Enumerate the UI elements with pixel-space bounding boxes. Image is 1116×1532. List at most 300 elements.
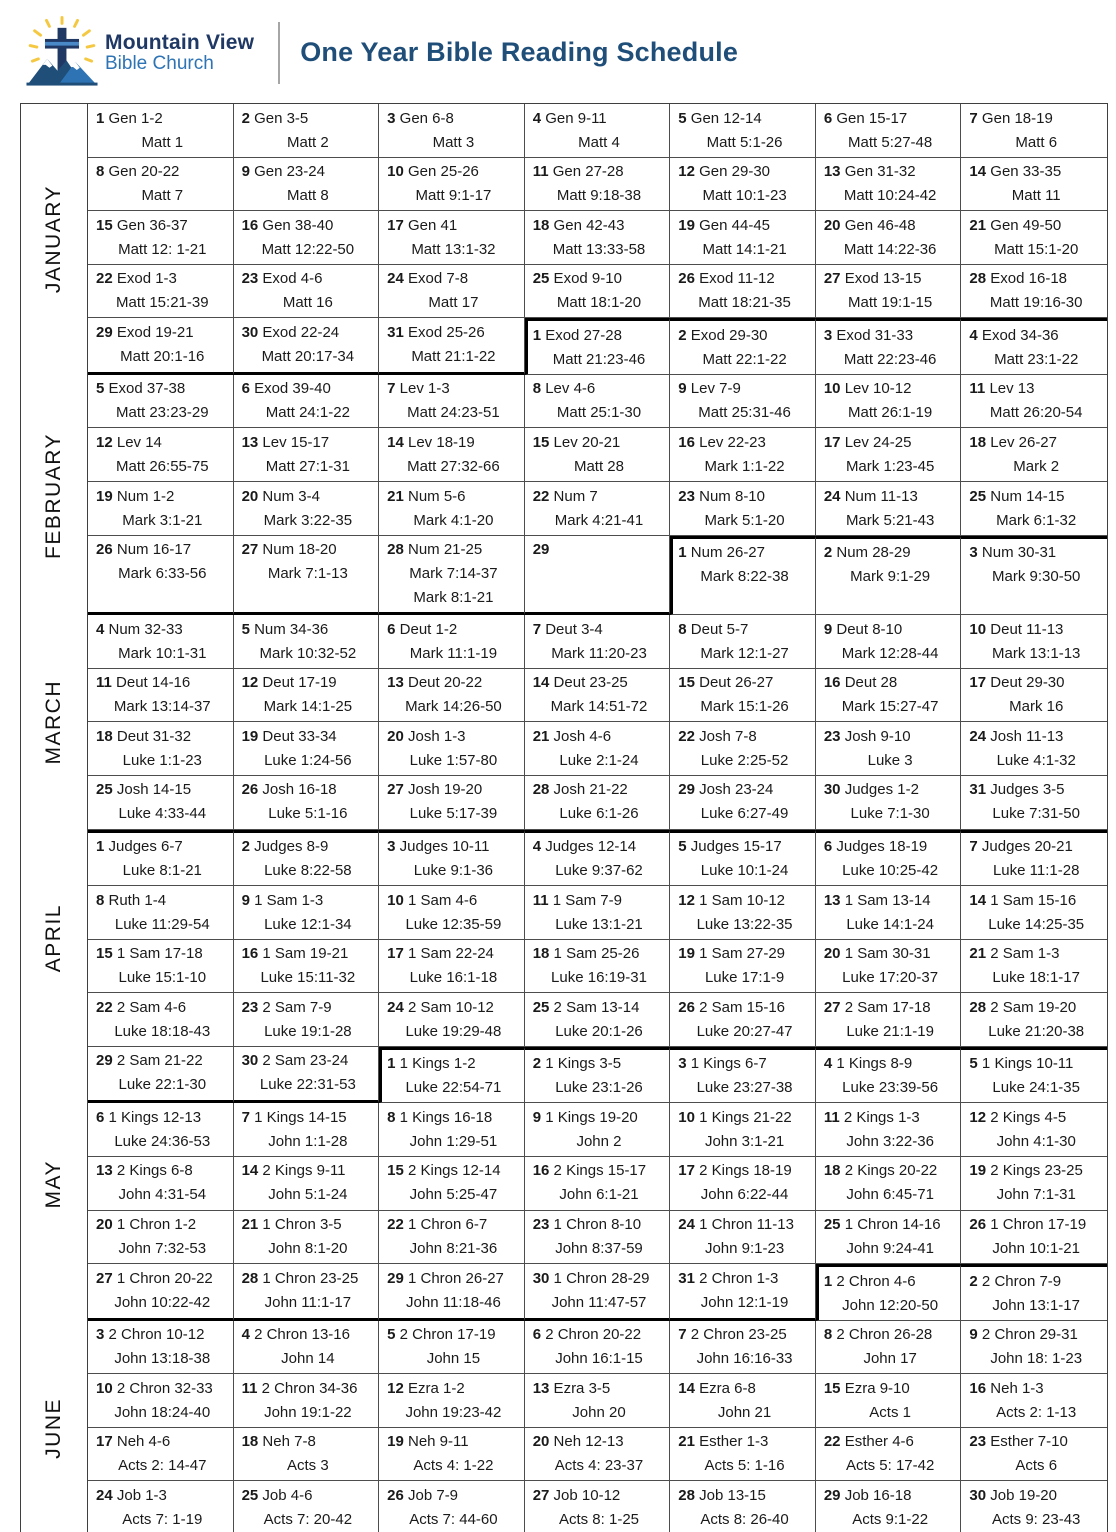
- nt-reading: John 7:32-53: [118, 1240, 207, 1257]
- nt-reading: John 6:45-71: [846, 1186, 934, 1204]
- ot-reading: Gen 23-24: [249, 163, 325, 181]
- day-cell: [961, 830, 1107, 887]
- day-number: 7: [678, 1326, 687, 1344]
- nt-reading: Luke 6:1-26: [559, 805, 639, 823]
- day-number: 24: [678, 1216, 695, 1233]
- nt-reading: John 1:1-28: [268, 1132, 348, 1150]
- nt-reading: Mark 16: [1009, 698, 1064, 716]
- day-number: 7: [387, 380, 396, 398]
- ot-reading: Num 1-2: [112, 487, 175, 505]
- day-number: 21: [969, 945, 987, 963]
- ot-reading: Exod 22-24: [258, 323, 340, 341]
- nt-reading: Mark 13:14-37: [113, 698, 211, 716]
- nt-reading: Luke 2:25-52: [700, 751, 789, 769]
- church-name-sub: Bible Church: [105, 52, 214, 74]
- schedule-row: [88, 428, 1107, 482]
- day-cell: [88, 104, 234, 158]
- ot-reading: 1 Kings 3-5: [541, 1055, 622, 1073]
- day-cell: [670, 428, 816, 482]
- day-cell: [816, 536, 962, 616]
- day-number: 30: [241, 1052, 259, 1070]
- day-cell: [234, 265, 380, 319]
- ot-reading: Num 21-25: [403, 541, 483, 559]
- ot-reading: 2 Chron 1-3: [694, 1269, 779, 1287]
- ot-reading: Judges 10-11: [395, 838, 490, 856]
- schedule-row: [88, 1374, 1107, 1428]
- day-cell: [816, 318, 962, 375]
- day-cell: [525, 722, 671, 776]
- day-cell: [670, 615, 816, 669]
- ot-reading: Num 32-33: [104, 620, 183, 638]
- ot-reading: 2 Sam 7-9: [258, 998, 332, 1016]
- day-cell: [525, 669, 671, 723]
- ot-reading: Gen 20-22: [104, 163, 180, 181]
- day-cell: [525, 1264, 671, 1321]
- day-cell: [816, 1211, 962, 1265]
- day-cell: [379, 669, 525, 723]
- day-number: 15: [387, 1162, 404, 1180]
- day-cell: [961, 375, 1107, 429]
- nt-reading: John 8:21-36: [409, 1240, 498, 1257]
- nt-reading: Mark 4:21-41: [554, 511, 644, 529]
- ot-reading: Num 30-31: [977, 544, 1057, 562]
- day-cell: [234, 1374, 380, 1428]
- month-label-january: JANUARY: [42, 185, 65, 294]
- ot-reading: Gen 41: [403, 216, 458, 234]
- day-number: 27: [241, 541, 259, 559]
- day-number: 8: [823, 1326, 833, 1344]
- nt-reading: John 7:1-31: [996, 1186, 1076, 1204]
- schedule-row: [88, 615, 1107, 669]
- ot-reading: 2 Chron 29-31: [977, 1326, 1078, 1344]
- day-number: 22: [823, 1433, 841, 1451]
- nt-reading: Acts 8: 26-40: [700, 1510, 789, 1528]
- day-number: 1: [387, 1055, 396, 1073]
- nt-reading: Mark 7:1-13: [267, 565, 348, 583]
- nt-reading: Matt 11: [1011, 187, 1061, 205]
- day-number: 10: [387, 163, 404, 181]
- ot-reading: Gen 29-30: [694, 163, 771, 181]
- nt-reading: John 18:24-40: [114, 1403, 211, 1421]
- nt-reading: Luke 11:1-28: [992, 862, 1080, 880]
- month-label-april: APRIL: [42, 904, 65, 973]
- day-number: 2: [532, 1055, 542, 1073]
- ot-reading: 1 Sam 15-16: [986, 891, 1077, 909]
- nt-reading: John 6:1-21: [559, 1186, 639, 1204]
- day-number: 3: [387, 838, 396, 856]
- nt-reading: John 10:1-21: [992, 1240, 1080, 1257]
- day-number: 11: [96, 674, 112, 692]
- nt-reading: Mark 10:1-31: [118, 644, 207, 662]
- ot-reading: 2 Kings 4-5: [986, 1108, 1067, 1126]
- day-number: 14: [532, 674, 550, 692]
- day-number: 24: [969, 727, 987, 745]
- day-cell: [88, 1264, 234, 1321]
- day-number: 16: [241, 216, 259, 234]
- day-number: 20: [532, 1433, 550, 1451]
- day-number: 18: [532, 216, 550, 234]
- ot-reading: 2 Chron 7-9: [977, 1272, 1062, 1290]
- day-number: 30: [823, 781, 841, 799]
- schedule-row: [88, 211, 1107, 265]
- ot-reading: Gen 9-11: [541, 109, 607, 127]
- ot-reading: Deut 28: [840, 674, 898, 692]
- day-cell: [88, 776, 234, 830]
- ot-reading: Neh 9-11: [403, 1433, 469, 1451]
- nt-reading: Matt 20:17-34: [261, 347, 355, 365]
- day-number: 1: [96, 109, 105, 127]
- day-number: 5: [969, 1055, 978, 1073]
- page-title: One Year Bible Reading Schedule: [300, 37, 739, 67]
- day-number: 14: [678, 1379, 695, 1397]
- ot-reading: Gen 6-8: [395, 109, 454, 127]
- day-number: 8: [532, 380, 542, 398]
- day-cell: [525, 1374, 671, 1428]
- nt-reading: Matt 26:20-54: [989, 404, 1083, 422]
- day-number: 25: [532, 270, 550, 288]
- nt-reading: Matt 26:55-75: [116, 457, 209, 475]
- day-number: 19: [241, 727, 259, 745]
- ot-reading: 1 Chron 3-5: [258, 1216, 342, 1233]
- nt-reading: Acts 2: 1-13: [996, 1403, 1077, 1421]
- ot-reading: Num 28-29: [832, 544, 911, 562]
- nt-reading: John 4:1-30: [996, 1132, 1076, 1150]
- day-number: 20: [96, 1216, 113, 1233]
- day-cell: [961, 1264, 1107, 1321]
- nt-reading: John 11:47-57: [551, 1293, 647, 1311]
- day-cell: [525, 428, 671, 482]
- day-number: 11: [969, 380, 986, 398]
- nt-reading: Luke 14:1-24: [846, 915, 934, 933]
- day-cell: [234, 428, 380, 482]
- day-number: 8: [387, 1108, 396, 1126]
- nt-reading: John 17: [863, 1350, 917, 1368]
- day-cell: [234, 722, 380, 776]
- ot-reading: Exod 31-33: [832, 326, 914, 344]
- day-number: 27: [96, 1269, 113, 1287]
- day-cell: [88, 158, 234, 212]
- day-cell: [816, 886, 962, 940]
- ot-reading: Lev 4-6: [541, 380, 596, 398]
- day-cell: [234, 104, 380, 158]
- nt-reading: Mark 4:1-20: [413, 511, 494, 529]
- day-cell: [670, 886, 816, 940]
- nt-reading: John 2: [576, 1132, 622, 1150]
- ot-reading: 1 Chron 11-13: [694, 1216, 794, 1233]
- schedule-grid: [88, 104, 1107, 1532]
- day-number: 3: [96, 1326, 105, 1344]
- day-number: 20: [241, 487, 259, 505]
- day-number: 13: [96, 1162, 113, 1180]
- schedule-row: [88, 1481, 1107, 1532]
- day-cell: [525, 1103, 671, 1157]
- nt-reading: Mark 15:27-47: [841, 698, 939, 716]
- nt-reading: Matt 4: [578, 133, 620, 151]
- ot-reading: 2 Chron 20-22: [541, 1326, 642, 1344]
- nt-reading: Matt 22:23-46: [843, 350, 937, 368]
- nt-reading: Matt 28: [573, 457, 624, 475]
- day-number: 1: [678, 544, 687, 562]
- day-number: 17: [387, 945, 404, 963]
- day-cell: [816, 940, 962, 994]
- ot-reading: 2 Sam 17-18: [840, 998, 931, 1016]
- ot-reading: 1 Chron 23-25: [258, 1269, 359, 1287]
- nt-reading: Luke 17:1-9: [704, 969, 785, 987]
- day-cell: [88, 669, 234, 723]
- ot-reading: Judges 18-19: [832, 838, 928, 856]
- day-number: 24: [823, 487, 841, 505]
- ot-reading: Lev 22-23: [694, 433, 766, 451]
- day-number: 17: [823, 433, 841, 451]
- day-number: 21: [532, 727, 550, 745]
- day-cell: [234, 615, 380, 669]
- schedule-row: [88, 104, 1107, 158]
- ot-reading: 1 Sam 22-24: [403, 945, 494, 963]
- day-number: 29: [96, 323, 113, 341]
- nt-reading: John 18: 1-23: [990, 1350, 1083, 1368]
- ot-reading: 1 Chron 14-16: [840, 1216, 941, 1233]
- day-cell: [525, 1428, 671, 1482]
- nt-reading: Matt 15:1-20: [994, 240, 1079, 258]
- day-cell: [961, 1211, 1107, 1265]
- day-cell: [88, 1157, 234, 1211]
- ot-reading: Lev 18-19: [403, 433, 475, 451]
- nt-reading: Mark 1:23-45: [845, 457, 935, 475]
- day-cell: [379, 1211, 525, 1265]
- day-number: 16: [823, 674, 841, 692]
- ot-reading: 1 Sam 4-6: [403, 891, 478, 909]
- nt-reading: Luke 2:1-24: [559, 751, 639, 769]
- nt-reading: Acts 7: 1-19: [122, 1510, 203, 1528]
- ot-reading: Num 11-13: [840, 487, 918, 505]
- nt-reading: John 3:1-21: [704, 1132, 785, 1150]
- day-number: 2: [678, 326, 687, 344]
- ot-reading: 2 Sam 15-16: [694, 998, 786, 1016]
- day-cell: [816, 722, 962, 776]
- nt-reading: Luke 3: [867, 751, 913, 769]
- day-number: 9: [241, 163, 250, 181]
- month-label-february: FEBRUARY: [42, 432, 65, 559]
- ot-reading: Judges 15-17: [686, 838, 782, 856]
- day-number: 9: [678, 380, 687, 398]
- schedule-row: [88, 1103, 1107, 1157]
- day-number: 26: [969, 1216, 987, 1233]
- nt-reading: Mark 10:32-52: [259, 644, 357, 662]
- ot-reading: Josh 11-13: [986, 727, 1064, 745]
- day-cell: [670, 1264, 816, 1321]
- nt-reading: Luke 6:27-49: [700, 805, 789, 823]
- ot-reading: 1 Kings 19-20: [541, 1108, 638, 1126]
- day-cell: [961, 158, 1107, 212]
- day-number: 23: [678, 487, 695, 505]
- nt-reading: Matt 13:1-32: [411, 240, 496, 258]
- nt-reading: Mark 14:1-25: [263, 698, 353, 716]
- day-number: 4: [823, 1055, 833, 1073]
- day-cell: [670, 669, 816, 723]
- nt-reading: Luke 21:20-38: [988, 1022, 1085, 1040]
- day-number: 17: [96, 1433, 113, 1451]
- nt-reading: Mark 14:26-50: [405, 698, 502, 716]
- ot-reading: Josh 19-20: [403, 781, 483, 799]
- day-cell: [961, 1321, 1107, 1375]
- ot-reading: Gen 12-14: [686, 109, 762, 127]
- day-number: 29: [678, 781, 695, 799]
- month-label-may: MAY: [42, 1159, 65, 1209]
- day-cell: [379, 482, 525, 536]
- day-number: 11: [823, 1108, 840, 1126]
- day-cell: [379, 1103, 525, 1157]
- day-number: 9: [969, 1326, 978, 1344]
- day-number: 11: [532, 891, 549, 909]
- ot-reading: Job 16-18: [840, 1486, 912, 1504]
- day-cell: [670, 1047, 816, 1104]
- nt-reading: Matt 19:16-30: [989, 294, 1083, 312]
- day-cell: [816, 1428, 962, 1482]
- nt-reading: Luke 11:29-54: [114, 915, 210, 933]
- nt-reading: John 15: [426, 1350, 481, 1368]
- day-cell: [525, 886, 671, 940]
- day-cell: [88, 940, 234, 994]
- day-cell: [379, 1157, 525, 1211]
- ot-reading: Gen 31-32: [840, 163, 916, 181]
- day-number: 11: [241, 1379, 258, 1397]
- nt-reading: Matt 12:22-50: [261, 240, 355, 258]
- day-cell: [670, 830, 816, 887]
- ot-reading: 2 Sam 19-20: [986, 998, 1077, 1016]
- ot-reading: Neh 12-13: [549, 1433, 624, 1451]
- day-cell: [234, 776, 380, 830]
- schedule-row: [88, 830, 1107, 887]
- day-number: 1: [96, 838, 105, 856]
- day-cell: [379, 1428, 525, 1482]
- day-number: 27: [387, 781, 404, 799]
- nt-reading: John 4:31-54: [118, 1186, 207, 1204]
- day-cell: [525, 776, 671, 830]
- day-number: 22: [532, 487, 550, 505]
- day-cell: [525, 1211, 671, 1265]
- day-cell: [525, 1157, 671, 1211]
- day-cell: [234, 375, 380, 429]
- nt-reading: John 13:1-17: [992, 1296, 1080, 1314]
- day-number: 18: [241, 1433, 259, 1451]
- day-number: 4: [96, 620, 105, 638]
- day-number: 20: [387, 727, 404, 745]
- nt-reading: Matt 9:1-17: [415, 187, 492, 205]
- nt-reading: Matt 21:1-22: [411, 347, 496, 365]
- day-cell: [234, 940, 380, 994]
- day-number: 27: [823, 270, 841, 288]
- ot-reading: Neh 7-8: [258, 1433, 316, 1451]
- nt-reading: Matt 8: [287, 187, 329, 205]
- nt-reading: Matt 24:23-51: [407, 404, 500, 422]
- church-logo: [25, 16, 254, 90]
- nt-reading: Mark 5:1-20: [704, 511, 785, 529]
- day-cell: [88, 318, 234, 375]
- nt-reading-2: Mark 8:1-21: [413, 589, 494, 607]
- day-cell: [379, 1374, 525, 1428]
- day-number: 6: [96, 1108, 105, 1126]
- day-cell: [234, 536, 380, 616]
- ot-reading: 1 Chron 8-10: [549, 1216, 642, 1233]
- day-cell: [234, 830, 380, 887]
- day-number: 26: [387, 1486, 404, 1504]
- day-number: 29: [532, 541, 550, 559]
- day-number: 21: [969, 216, 987, 234]
- nt-reading: Luke 15:1-10: [118, 969, 207, 987]
- ot-reading: 1 Sam 19-21: [258, 945, 349, 963]
- day-number: 14: [387, 433, 404, 451]
- nt-reading: Matt 22:1-22: [702, 350, 787, 368]
- day-cell: [670, 940, 816, 994]
- nt-reading: Mark 6:33-56: [118, 565, 207, 583]
- day-number: 5: [678, 838, 687, 856]
- ot-reading: Deut 17-19: [258, 674, 337, 692]
- day-cell: [379, 722, 525, 776]
- day-number: 29: [387, 1269, 404, 1287]
- day-cell: [670, 1481, 816, 1532]
- day-cell: [88, 1047, 234, 1104]
- day-cell: [670, 1321, 816, 1375]
- header-divider: [278, 22, 280, 84]
- ot-reading: Lev 13: [985, 380, 1035, 398]
- day-number: 23: [532, 1216, 550, 1233]
- day-number: 12: [678, 163, 695, 181]
- ot-reading: Lev 7-9: [686, 380, 741, 398]
- nt-reading: Mark 7:14-37: [409, 565, 498, 583]
- day-number: 30: [241, 323, 259, 341]
- day-cell: [961, 211, 1107, 265]
- day-number: 22: [678, 727, 695, 745]
- nt-reading: Luke 9:37-62: [555, 862, 643, 880]
- nt-reading: Matt 6: [1015, 133, 1058, 151]
- day-cell: [816, 615, 962, 669]
- day-number: 23: [241, 270, 259, 288]
- ot-reading: 2 Chron 17-19: [395, 1326, 496, 1344]
- day-number: 23: [969, 1433, 987, 1451]
- ot-reading: 2 Chron 23-25: [686, 1326, 787, 1344]
- nt-reading: Mark 13:1-13: [992, 644, 1081, 662]
- day-cell: [234, 1103, 380, 1157]
- nt-reading: Luke 8:1-21: [122, 862, 202, 880]
- day-cell: [816, 993, 962, 1047]
- ot-reading: 2 Sam 4-6: [112, 998, 187, 1016]
- nt-reading: Matt 24:1-22: [265, 404, 350, 422]
- day-cell: [234, 1157, 380, 1211]
- day-number: 25: [823, 1216, 841, 1233]
- ot-reading: 2 Chron 34-36: [257, 1379, 358, 1397]
- day-cell: [670, 375, 816, 429]
- day-cell: [961, 482, 1107, 536]
- nt-reading: John 8:1-20: [268, 1240, 348, 1257]
- day-cell: [88, 375, 234, 429]
- nt-reading: Luke 24:1-35: [992, 1079, 1080, 1097]
- nt-reading: Luke 10:25-42: [842, 862, 939, 880]
- ot-reading: Deut 31-32: [112, 727, 192, 745]
- ot-reading: Lev 15-17: [258, 433, 330, 451]
- day-cell: [379, 940, 525, 994]
- day-number: 26: [678, 270, 695, 288]
- day-cell: [816, 265, 962, 319]
- ot-reading: 2 Kings 12-14: [403, 1162, 501, 1180]
- day-number: 18: [96, 727, 113, 745]
- ot-reading: 1 Kings 12-13: [104, 1108, 202, 1126]
- day-cell: [670, 536, 816, 616]
- ot-reading: Deut 23-25: [549, 674, 628, 692]
- nt-reading: John 19:1-22: [264, 1403, 352, 1421]
- day-cell: [379, 428, 525, 482]
- day-number: 2: [969, 1272, 978, 1290]
- day-cell: [961, 536, 1107, 616]
